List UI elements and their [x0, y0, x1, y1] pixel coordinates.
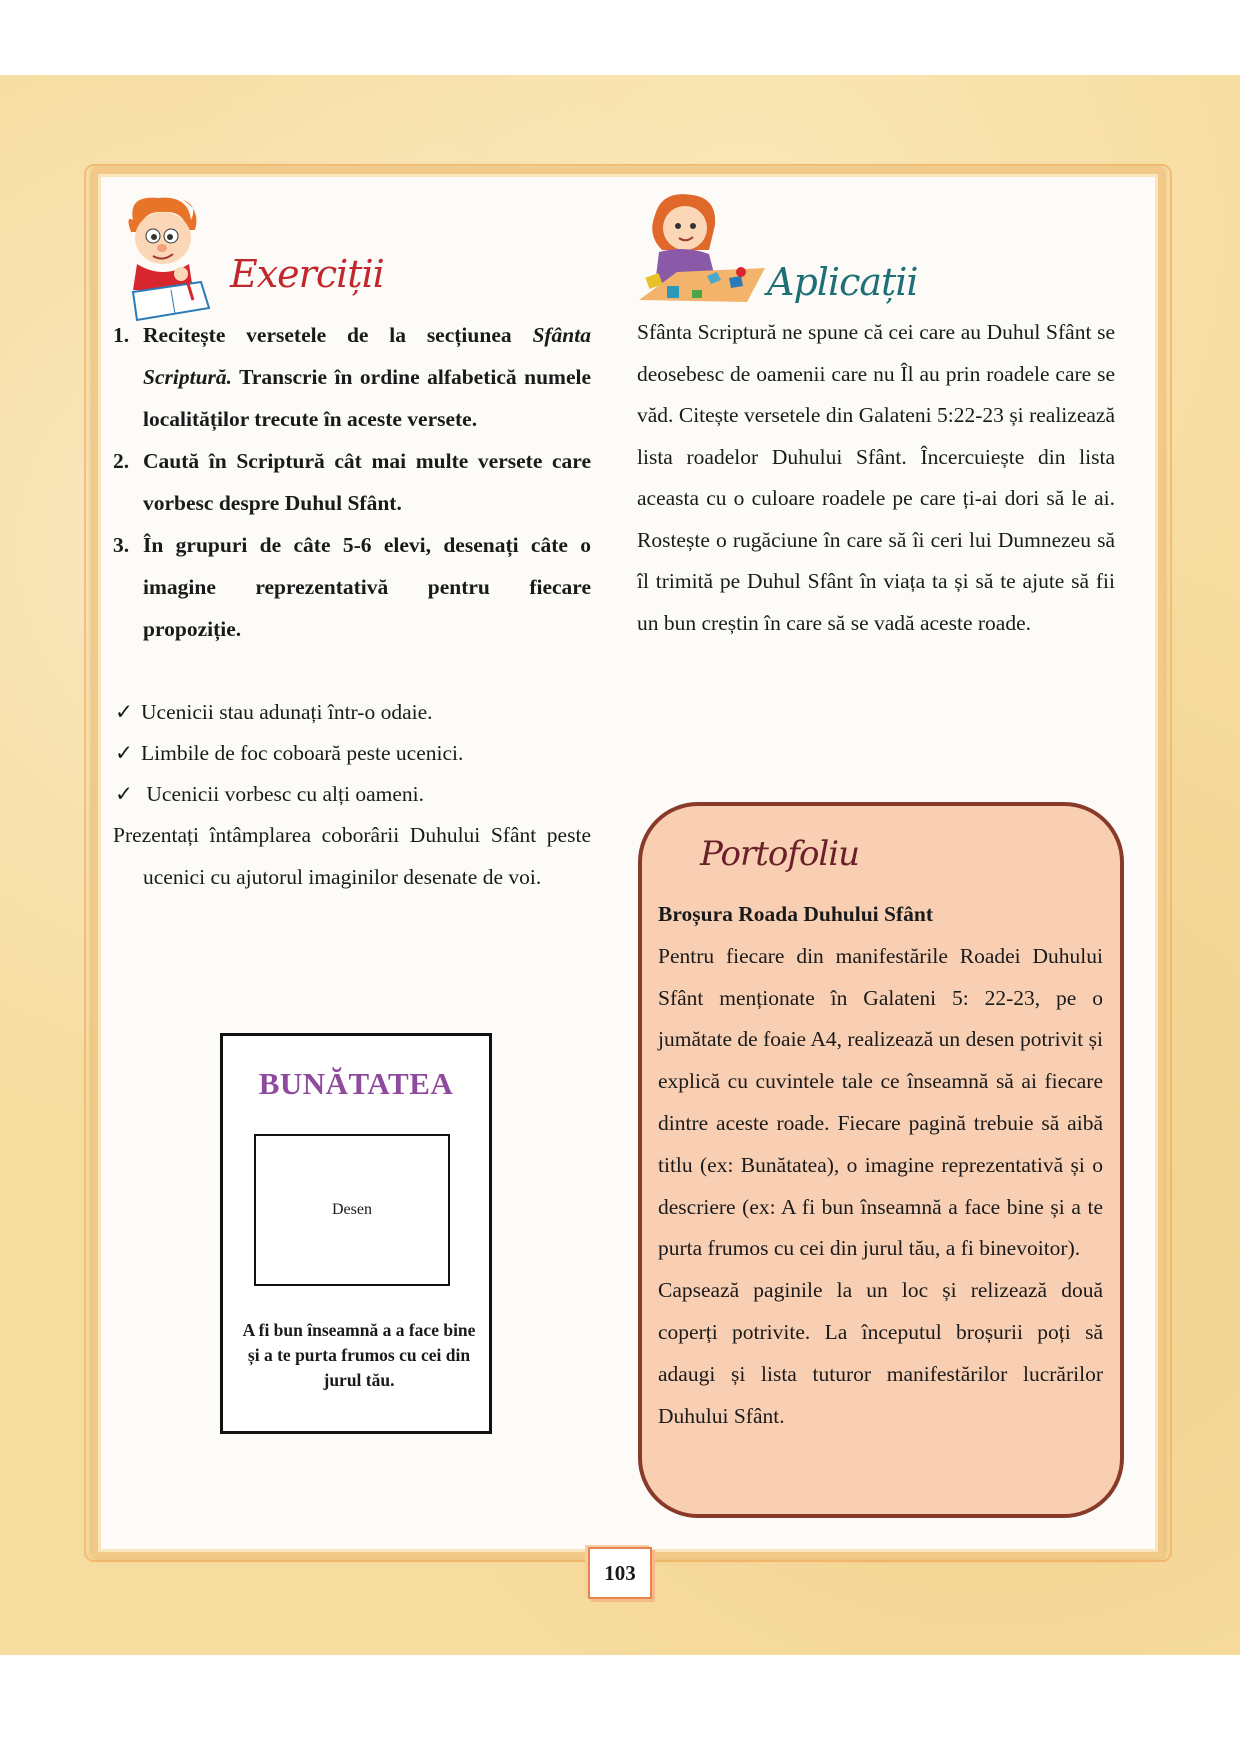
- portofoliu-subtitle: Broșura Roada Duhului Sfânt: [658, 902, 934, 926]
- task-list: [113, 314, 591, 650]
- exercitii-title: Exerciții: [230, 252, 384, 296]
- checklist: [113, 692, 591, 815]
- portofoliu-title: Portofoliu: [700, 834, 860, 874]
- portofoliu-paragraph: Pentru fiecare din manifestările Roadei Duhului Sfânt menționate în Galateni 5: 22-23, pe o jumătate de foaie A4, realizează un desen potrivit și explică cu cuvintele tale ce înseamnă să ai fiecare dintre aceste roade. Fiecare pagină trebuie să aibă titlu (ex: Bunătatea), o imagine reprezentativă și o descriere (ex: A fi bun înseamnă a face bine și a te purta frumos cu cei din jurul tău, a fi binevoitor).: [658, 943, 1103, 1261]
- aplicatii-header: [637, 190, 1115, 330]
- present-instruction: Prezentați întâmplarea coborârii Duhului Sfânt peste ucenici cu ajutorul imaginilor desenate de voi.: [113, 823, 591, 889]
- checkmark-icon: ✓: [115, 700, 134, 724]
- portofoliu-box: [638, 802, 1124, 1518]
- aplicatii-text: Sfânta Scriptură ne spune că cei care au Duhul Sfânt se deosebesc de oamenii care nu Îl au prin roadele care se văd. Citește versetele din Galateni 5:22-23 și realizează lista roadelor Duhului Sfânt. Încercuiește din lista aceasta cu o culoare roadele pe care ți-ai dori să le ai. Rostește o rugăciune în care să îi ceri lui Dumnezeu să îl trimită pe Duhul Sfânt în viața ta și să te ajute să fii un bun creștin în care să se vadă aceste roade.: [637, 320, 1115, 635]
- check-item: ✓ Ucenicii vorbesc cu alți oameni.: [113, 774, 591, 815]
- task-item: 3. În grupuri de câte 5-6 elevi, desenați câte o imagine reprezentativă pentru fiecare propoziție.: [113, 533, 591, 641]
- checkmark-icon: ✓: [115, 782, 134, 806]
- example-poster: [220, 1033, 492, 1434]
- portofoliu-paragraph: Capsează paginile la un loc și relizează două coperți potrivite. La începutul broșurii poți să adaugi și lista tuturor manifestărilor lucrărilor Duhului Sfânt.: [658, 1278, 1103, 1428]
- aplicatii-section: [637, 190, 1115, 644]
- portofoliu-body: [658, 894, 1103, 1437]
- girl-puzzle-illustration: [637, 190, 767, 320]
- task-item: 1. Recitește versetele de la secțiunea Sfânta Scriptură. Transcrie în ordine alfabetică numele localităților trecute în aceste versete.: [113, 323, 591, 431]
- drawing-placeholder: Desen: [254, 1134, 450, 1286]
- page-number: 103: [588, 1547, 652, 1599]
- aplicatii-title: Aplicații: [767, 260, 918, 304]
- check-item: ✓ Ucenicii stau adunați într-o odaie.: [113, 692, 591, 733]
- checkmark-icon: ✓: [115, 741, 134, 765]
- task-item: 2. Caută în Scriptură cât mai multe versete care vorbesc despre Duhul Sfânt.: [113, 449, 591, 515]
- poster-description: A fi bun înseamnă a a face bine și a te purta frumos cu cei din jurul tău.: [242, 1320, 476, 1390]
- poster-title: BUNĂTATEA: [258, 1066, 454, 1101]
- boy-writing-illustration: [113, 190, 213, 325]
- check-item: ✓ Limbile de foc coboară peste ucenici.: [113, 733, 591, 774]
- exercitii-section: [113, 190, 591, 898]
- exercitii-header: [113, 190, 591, 330]
